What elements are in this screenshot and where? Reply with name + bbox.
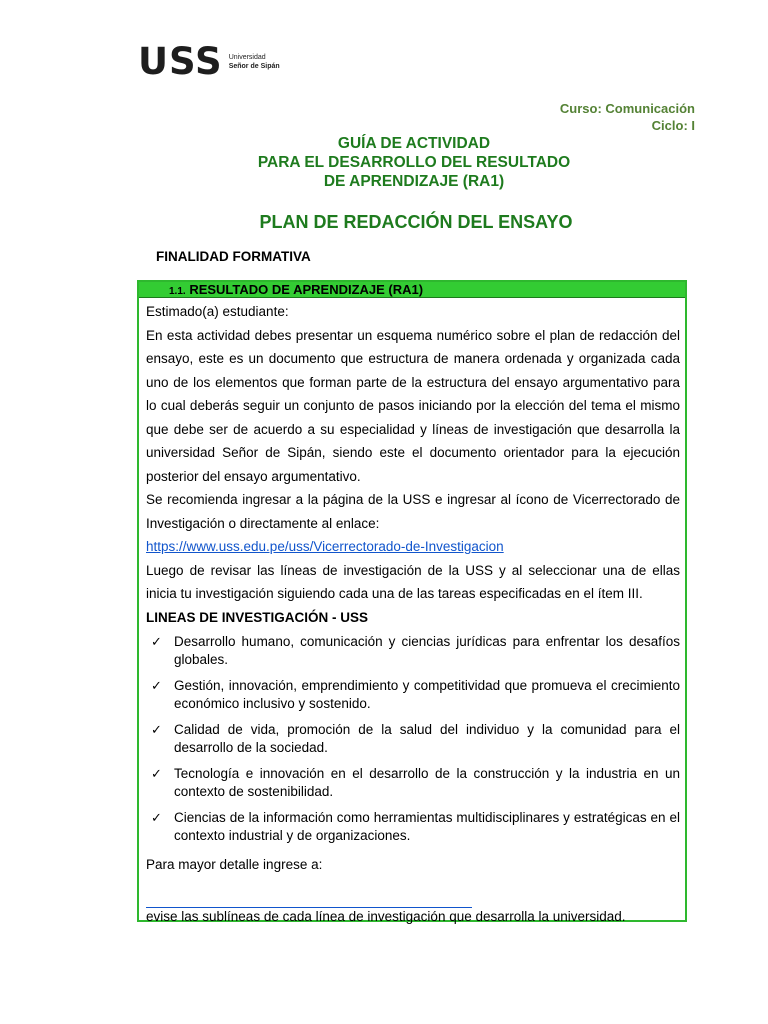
final-line: evise las sublíneas de cada línea de investigación que desarrolla la universidad.	[146, 908, 626, 924]
guide-title-line1: GUÍA DE ACTIVIDAD	[337, 135, 491, 152]
section-body	[139, 298, 685, 926]
uss-logo	[138, 40, 280, 83]
logo-line2: Señor de Sipán	[228, 62, 280, 70]
recommend-paragraph: Se recomienda ingresar a la página de la USS e ingresar al ícono de Vicerrectorado de Investigación o directamente al enlace:	[146, 492, 680, 531]
logo-mark: USS	[138, 40, 223, 83]
course-name: Curso: Comunicación	[559, 101, 695, 116]
linea-text: Gestión, innovación, emprendimiento y competitividad que promueva el crecimiento económico inclusivo y sostenido.	[174, 678, 680, 711]
guide-title-line2: PARA EL DESARROLLO DEL RESULTADO	[257, 154, 571, 171]
section-number: 1.1.	[169, 286, 186, 297]
finalidad-heading: FINALIDAD FORMATIVA	[156, 249, 311, 264]
list-item	[146, 633, 680, 669]
lineas-list	[146, 633, 680, 845]
checkmark-icon: ✓	[151, 634, 162, 649]
link-blank-line	[146, 891, 472, 908]
plan-title: PLAN DE REDACCIÓN DEL ENSAYO	[259, 212, 573, 232]
lineas-title: LINEAS DE INVESTIGACIÓN - USS	[146, 609, 369, 625]
guide-title	[0, 134, 768, 191]
list-item	[146, 809, 680, 845]
guide-title-line3: DE APRENDIZAJE (RA1)	[323, 173, 505, 190]
greeting: Estimado(a) estudiante:	[146, 304, 289, 319]
list-item	[146, 677, 680, 713]
list-item	[146, 721, 680, 757]
course-cycle: Ciclo: I	[651, 118, 695, 133]
detail-text: Para mayor detalle ingrese a:	[146, 857, 323, 872]
course-info	[560, 100, 695, 134]
checkmark-icon: ✓	[151, 766, 162, 781]
section-header	[139, 282, 685, 298]
after-link-paragraph: Luego de revisar las líneas de investigación de la USS y al seleccionar una de ellas inicia tu investigación siguiendo cada una de las tareas especificadas en el ítem III.	[146, 562, 680, 601]
list-item	[146, 765, 680, 801]
linea-text: Tecnología e innovación en el desarrollo de la construcción y la industria en un contexto de sostenibilidad.	[174, 766, 680, 799]
intro-paragraph: En esta actividad debes presentar un esquema numérico sobre el plan de redacción del ensayo, este es un documento que estructura de manera ordenada y organizada cada uno de los elementos que forman parte de la estructura del ensayo argumentativo para lo cual deberás seguir un conjunto de pasos iniciando por la elección del tema el mismo que debe ser de acuerdo a su especialidad y líneas de investigación que desarrolla la universidad Señor de Sipán, siendo este el documento orientador para la ejecución posterior del ensayo argumentativo.	[146, 327, 680, 484]
ra1-section-box	[137, 280, 687, 922]
logo-line1: Universidad	[228, 53, 266, 61]
linea-text: Desarrollo humano, comunicación y ciencias jurídicas para enfrentar los desafíos globales.	[174, 634, 680, 667]
checkmark-icon: ✓	[151, 722, 162, 737]
section-heading: RESULTADO DE APRENDIZAJE (RA1)	[189, 282, 424, 297]
vicerrectorado-link[interactable]: https://www.uss.edu.pe/uss/Vicerrectorado-de-Investigacion	[146, 539, 504, 554]
logo-text	[229, 53, 280, 71]
checkmark-icon: ✓	[151, 810, 162, 825]
linea-text: Ciencias de la información como herramientas multidisciplinares y estratégicas en el contexto industrial y de organizaciones.	[174, 810, 680, 843]
linea-text: Calidad de vida, promoción de la salud del individuo y la comunidad para el desarrollo de la sociedad.	[174, 722, 680, 755]
checkmark-icon: ✓	[151, 678, 162, 693]
